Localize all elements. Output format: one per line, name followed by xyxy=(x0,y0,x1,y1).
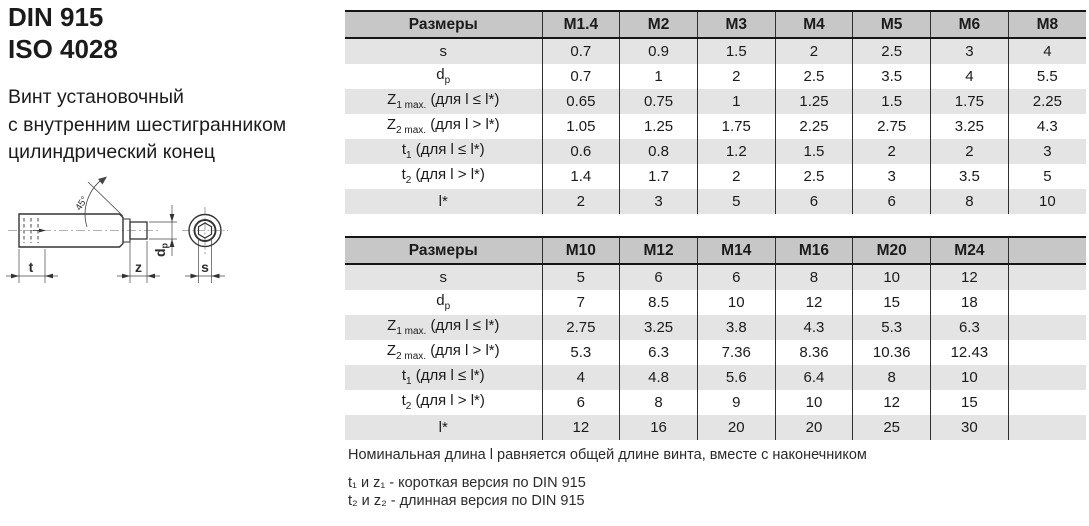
cell: 1.7 xyxy=(620,164,698,189)
cell: 5 xyxy=(542,264,620,290)
description-line-1: Винт установочный xyxy=(8,86,184,108)
dimension-z xyxy=(117,241,160,283)
cell: 3.8 xyxy=(697,315,775,340)
cell: 0.6 xyxy=(542,139,620,164)
row-label: $d_p$ xyxy=(436,66,451,86)
cell: 8 xyxy=(853,365,931,390)
table-row xyxy=(345,139,1086,164)
row-label: l* xyxy=(345,189,542,214)
cell: 1.2 xyxy=(697,139,775,164)
table-row xyxy=(345,38,1086,64)
cell: 6.3 xyxy=(931,315,1009,340)
cell: 1.25 xyxy=(775,89,853,114)
column-header-M12: M12 xyxy=(620,237,698,264)
table-header-sizes: Размеры xyxy=(345,237,542,264)
cell: 8.36 xyxy=(775,340,853,365)
cell: 10 xyxy=(853,264,931,290)
table-row xyxy=(345,189,1086,214)
cell: 1.5 xyxy=(853,89,931,114)
cell: 1.75 xyxy=(931,89,1009,114)
cell: 2 xyxy=(697,64,775,89)
cell: 12 xyxy=(775,290,853,315)
cell: 1.5 xyxy=(697,38,775,64)
cell: 1 xyxy=(620,64,698,89)
standard-iso: ISO 4028 xyxy=(8,34,118,64)
cell: 2.25 xyxy=(775,114,853,139)
table-row xyxy=(345,264,1086,290)
row-label: $Z_{2 max.}$ (для l > l*) xyxy=(386,116,500,136)
table-row xyxy=(345,365,1086,390)
column-header-M16: M16 xyxy=(775,237,853,264)
cell: 3 xyxy=(620,189,698,214)
cell: 20 xyxy=(697,415,775,440)
cell: 7.36 xyxy=(697,340,775,365)
cell: 10.36 xyxy=(853,340,931,365)
table-row xyxy=(345,315,1086,340)
cell: 0.8 xyxy=(620,139,698,164)
cell: 25 xyxy=(853,415,931,440)
cell: 5 xyxy=(1008,164,1086,189)
cell: 8 xyxy=(775,264,853,290)
description-line-2: с внутренним шестигранником xyxy=(8,113,287,136)
note-long-version: t₂ и z₂ - длинная версия по DIN 915 xyxy=(348,493,585,509)
row-label: s xyxy=(345,38,542,64)
standard-din: DIN 915 xyxy=(8,2,104,32)
table-header-row xyxy=(345,11,1086,38)
cell: 6 xyxy=(542,390,620,415)
column-header-M20: M20 xyxy=(853,237,931,264)
cell: 10 xyxy=(1008,189,1086,214)
cell: 3.5 xyxy=(853,64,931,89)
t-label: t xyxy=(28,259,34,275)
column-header-M10: M10 xyxy=(542,237,620,264)
cell: 3 xyxy=(931,38,1009,64)
cell: 5 xyxy=(697,189,775,214)
cell: 1.25 xyxy=(620,114,698,139)
cell: 1.5 xyxy=(775,139,853,164)
cell: 2.5 xyxy=(775,64,853,89)
cell: 2 xyxy=(853,139,931,164)
description-line-3: цилиндрический конец xyxy=(8,141,216,163)
cell: 15 xyxy=(853,290,931,315)
cell: 2.25 xyxy=(1008,89,1086,114)
dimension-t xyxy=(6,249,58,283)
table-row xyxy=(345,64,1086,89)
cell: 30 xyxy=(931,415,1009,440)
table-row xyxy=(345,415,1086,440)
cell: 2.5 xyxy=(853,38,931,64)
column-header-empty xyxy=(1008,237,1086,264)
cell: 10 xyxy=(697,290,775,315)
cell: 2.75 xyxy=(542,315,620,340)
cell: 0.7 xyxy=(542,38,620,64)
table-row xyxy=(345,89,1086,114)
cell: 12.43 xyxy=(931,340,1009,365)
cell: 1 xyxy=(697,89,775,114)
dimension-table-m10-m24 xyxy=(345,236,1086,440)
cell: 16 xyxy=(620,415,698,440)
cell: 18 xyxy=(931,290,1009,315)
cell: 4 xyxy=(931,64,1009,89)
cell: 8.5 xyxy=(620,290,698,315)
column-header-M2: M2 xyxy=(620,11,698,38)
cell: 0.9 xyxy=(620,38,698,64)
row-label: $t_2$ (для l > l*) xyxy=(401,392,485,412)
cell: 20 xyxy=(775,415,853,440)
cell: 6.3 xyxy=(620,340,698,365)
cell: 3 xyxy=(853,164,931,189)
table-row xyxy=(345,290,1086,315)
table-header-sizes: Размеры xyxy=(345,11,542,38)
table-row xyxy=(345,390,1086,415)
table-header-row xyxy=(345,237,1086,264)
cell: 4.3 xyxy=(1008,114,1086,139)
cell: 5.5 xyxy=(1008,64,1086,89)
dimension-dp xyxy=(149,205,177,257)
z-label: z xyxy=(135,259,142,275)
cell xyxy=(1008,390,1086,415)
dp-label: dp xyxy=(152,242,170,257)
cell: 0.65 xyxy=(542,89,620,114)
cell: 4 xyxy=(542,365,620,390)
cell: 12 xyxy=(542,415,620,440)
cell: 1.75 xyxy=(697,114,775,139)
cell: 2 xyxy=(775,38,853,64)
row-label: $Z_{1 max.}$ (для l ≤ l*) xyxy=(345,89,542,114)
cell: 9 xyxy=(697,390,775,415)
cell xyxy=(1008,315,1086,340)
cell: 3.25 xyxy=(620,315,698,340)
end-view xyxy=(182,207,228,254)
note-short-version: t₁ и z₁ - короткая версия по DIN 915 xyxy=(348,475,586,491)
cell: 2 xyxy=(542,189,620,214)
cell: 10 xyxy=(931,365,1009,390)
cell: 7 xyxy=(542,290,620,315)
cell: 8 xyxy=(931,189,1009,214)
column-header-M1.4: M1.4 xyxy=(542,11,620,38)
cell: 3.25 xyxy=(931,114,1009,139)
cell: 12 xyxy=(931,264,1009,290)
row-label: $t_2$ (для l > l*) xyxy=(401,166,485,186)
cell: 6 xyxy=(775,189,853,214)
row-label: s xyxy=(345,264,542,290)
cell: 4 xyxy=(1008,38,1086,64)
cell: 6 xyxy=(620,264,698,290)
cell: 1.4 xyxy=(542,164,620,189)
cell: 4.3 xyxy=(775,315,853,340)
cell: 15 xyxy=(931,390,1009,415)
column-header-M8: M8 xyxy=(1008,11,1086,38)
s-label: s xyxy=(201,259,209,275)
cell: 6 xyxy=(853,189,931,214)
column-header-M6: M6 xyxy=(931,11,1009,38)
cell: 3.5 xyxy=(931,164,1009,189)
row-label: $d_p$ xyxy=(436,292,451,312)
cell: 2.75 xyxy=(853,114,931,139)
cell: 3 xyxy=(1008,139,1086,164)
cell xyxy=(1008,290,1086,315)
dimension-s xyxy=(185,239,225,283)
side-view xyxy=(8,214,160,247)
cell: 6.4 xyxy=(775,365,853,390)
cell: 2 xyxy=(931,139,1009,164)
cell xyxy=(1008,415,1086,440)
row-label: $Z_{1 max.}$ (для l ≤ l*) xyxy=(345,315,542,340)
row-label: $t_1$ (для l ≤ l*) xyxy=(345,365,542,390)
cell: 10 xyxy=(775,390,853,415)
cell: 6 xyxy=(697,264,775,290)
dimension-table-m1_4-m8 xyxy=(345,10,1086,214)
cell: 5.6 xyxy=(697,365,775,390)
cell: 5.3 xyxy=(853,315,931,340)
angle-label: 45° xyxy=(73,194,91,213)
product-description xyxy=(8,84,286,167)
cell: 2 xyxy=(697,164,775,189)
cell: 1.05 xyxy=(542,114,620,139)
table-row xyxy=(345,114,1086,139)
column-header-M4: M4 xyxy=(775,11,853,38)
row-label: l* xyxy=(345,415,542,440)
table-row xyxy=(345,340,1086,365)
cell: 0.75 xyxy=(620,89,698,114)
cell: 8 xyxy=(620,390,698,415)
column-header-M14: M14 xyxy=(697,237,775,264)
chamfer-angle-annotation xyxy=(73,177,123,228)
cell xyxy=(1008,340,1086,365)
cell: 5.3 xyxy=(542,340,620,365)
column-header-M5: M5 xyxy=(853,11,931,38)
row-label: $t_1$ (для l ≤ l*) xyxy=(345,139,542,164)
cell: 0.7 xyxy=(542,64,620,89)
column-header-M24: M24 xyxy=(931,237,1009,264)
note-nominal-length: Номинальная длина l равняется общей длине винта, вместе с наконечником xyxy=(348,447,867,463)
table-row xyxy=(345,164,1086,189)
cell: 4.8 xyxy=(620,365,698,390)
row-label: $Z_{2 max.}$ (для l > l*) xyxy=(386,342,500,362)
cell: 2.5 xyxy=(775,164,853,189)
technical-drawing xyxy=(0,175,260,290)
cell xyxy=(1008,264,1086,290)
column-header-M3: M3 xyxy=(697,11,775,38)
cell xyxy=(1008,365,1086,390)
cell: 12 xyxy=(853,390,931,415)
